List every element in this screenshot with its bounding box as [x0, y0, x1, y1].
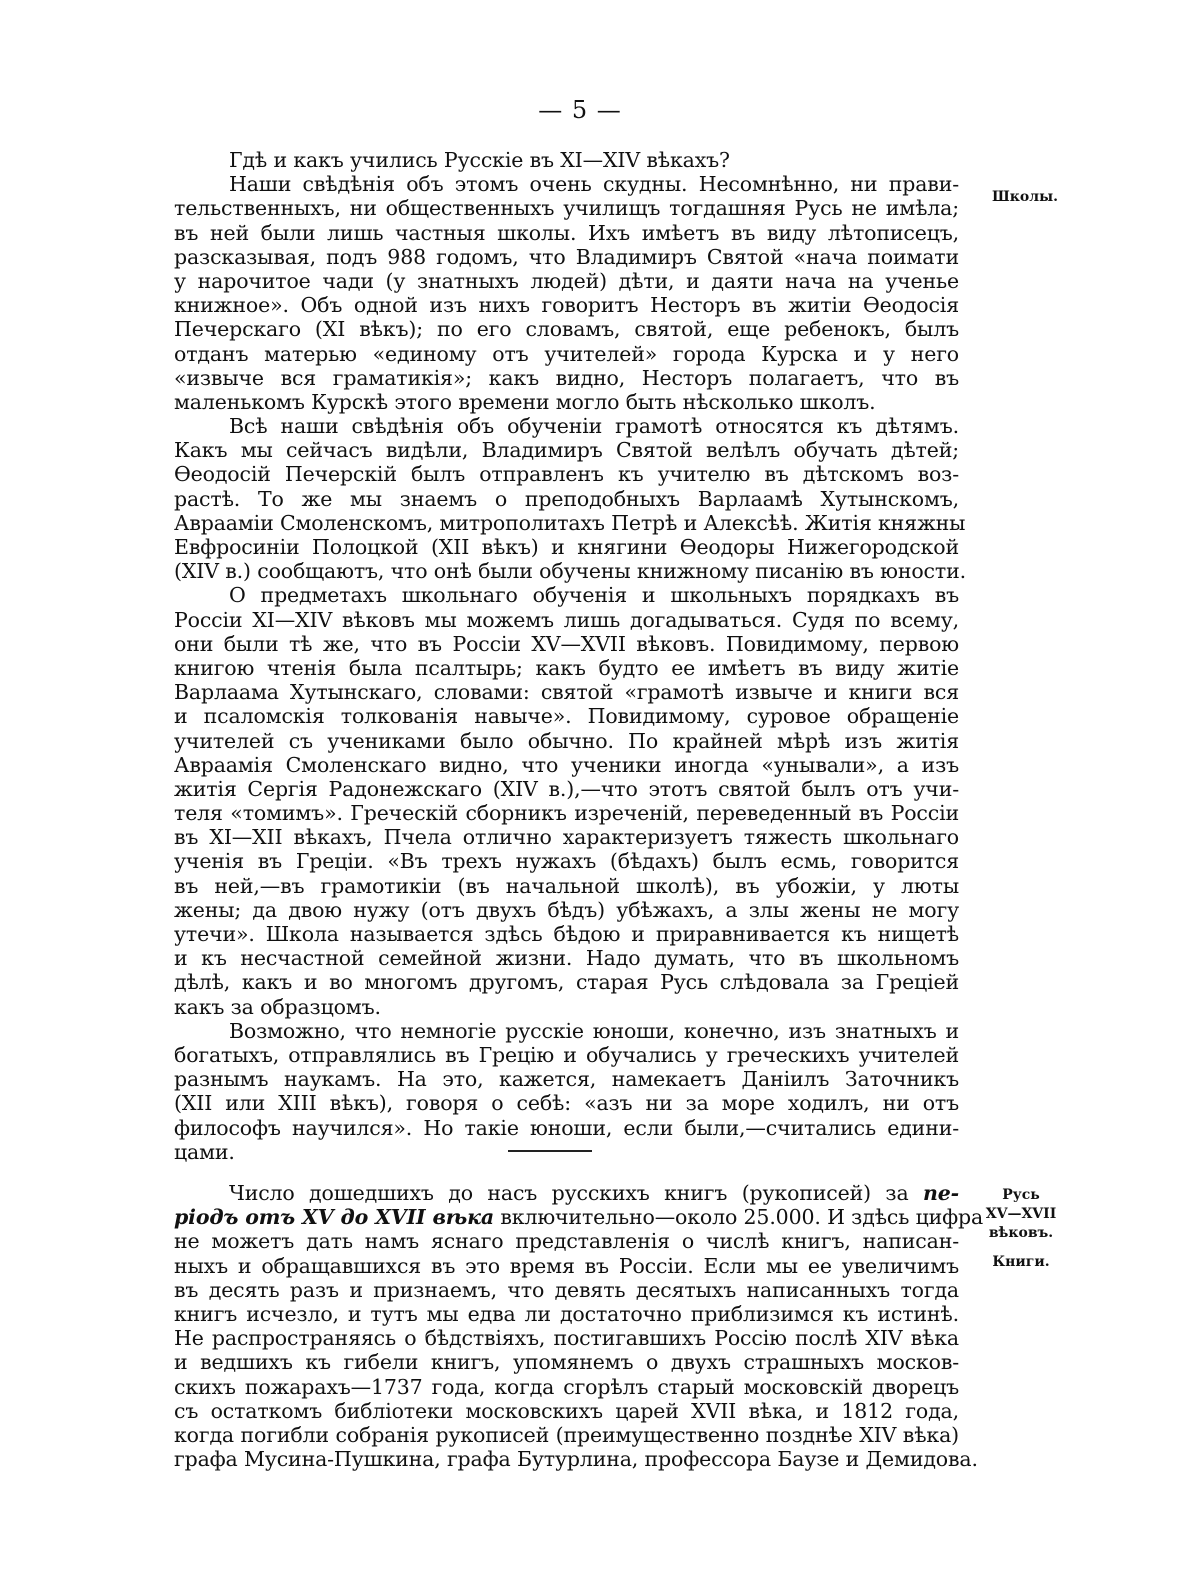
- text-line: [174, 1205, 984, 1230]
- text-line: и къ несчастной семейной жизни. Надо думать, что въ школьномъ: [174, 946, 959, 971]
- text-line: О предметахъ школьнаго обученія и школьныхъ порядкахъ въ: [229, 583, 959, 608]
- text-line: книгою чтенія была псалтырь; какъ будто ее имѣетъ въ виду житіе: [174, 655, 959, 680]
- text-line: у нарочитое чади (у знатныхъ людей) дѣти, и даяти нача на ученье: [174, 268, 959, 293]
- text-line: разсказывая, подъ 988 годомъ, что Владимиръ Святой «нача поимати: [174, 244, 959, 269]
- text-line: Авраамiи Смоленскомъ, митрополитахъ Петрѣ и Алексѣѣ. Житія княжны: [174, 510, 966, 535]
- text-line: разнымъ наукамъ. На это, кажется, намекаетъ Даніилъ Заточникъ: [174, 1067, 959, 1092]
- margin-note-rus: Русь: [1002, 1187, 1040, 1203]
- text-line: Печерскаго (XI вѣкъ); по его словамъ, святой, еще ребенокъ, былъ: [174, 317, 959, 342]
- text-line: въ XI—XII вѣкахъ, Пчела отлично характеризуетъ тяжесть школьнаго: [174, 825, 959, 850]
- text-line: житія Сергія Радонежскаго (XIV в.),—что этотъ святой былъ отъ учи-: [174, 776, 959, 801]
- text-line: дѣлѣ, какъ и во многомъ другомъ, старая Русь слѣдовала за Греціей: [174, 970, 959, 995]
- text-line: и псаломскія толкованія навыче». Повидимому, суровое обращеніе: [174, 704, 959, 729]
- text-line: графа Мусина-Пушкина, графа Бутурлина, профессора Баузе и Демидова.: [174, 1447, 978, 1472]
- text-line: цами.: [174, 1139, 235, 1164]
- text-line: Евфросиніи Полоцкой (XII вѣкъ) и княгини Ѳеодоры Нижегородской: [174, 535, 959, 559]
- margin-note-centuries: вѣковъ.: [988, 1225, 1054, 1241]
- text-line: «извыче вся граматикія»; какъ видно, Несторъ полагаетъ, что въ: [174, 365, 959, 390]
- italic-span: пе-: [922, 1181, 959, 1205]
- text-line: Ѳеодосій Печерскій былъ отправленъ къ учителю въ дѣтскомъ воз-: [174, 462, 959, 487]
- text-line: скихъ пожарахъ—1737 года, когда сгорѣлъ старый московскій дворецъ: [174, 1374, 959, 1399]
- text-span: включительно—около 25.000. И здѣсь цифра: [494, 1205, 984, 1230]
- text-line: теля «томимъ». Греческій сборникъ изреченій, переведенный въ Россіи: [174, 801, 959, 826]
- text-line: Какъ мы сейчасъ видѣли, Владимиръ Святой велѣлъ обучать дѣтей;: [174, 438, 959, 463]
- text-line: маленькомъ Курскѣ этого времени могло быть нѣсколько школъ.: [174, 389, 876, 414]
- text-line: тельственныхъ, ни общественныхъ училищъ тогдашняя Русь не имѣла;: [174, 196, 959, 221]
- text-line: они были тѣ же, что въ Россіи XV—XVII вѣковъ. Повидимому, первою: [174, 631, 959, 656]
- text-line: и ведшихъ къ гибели книгъ, упомянемъ о двухъ страшныхъ москов-: [174, 1350, 959, 1375]
- text-line: ученія въ Греціи. «Въ трехъ нужахъ (бѣдахъ) былъ есмь, говорится: [174, 849, 959, 874]
- margin-note-schools: Школы.: [992, 189, 1058, 205]
- text-line: отданъ матерью «единому отъ учителей» города Курска и у него: [174, 341, 959, 366]
- text-line: растѣ. То же мы знаемъ о преподобныхъ Варлаамѣ Хутынскомъ,: [174, 486, 959, 511]
- text-line: Не распространяясь о бѣдствіяхъ, постигавшихъ Россію послѣ XIV вѣка: [174, 1326, 959, 1351]
- text-line: Авраамія Смоленскаго видно, что ученики иногда «унывали», а изъ: [174, 752, 959, 777]
- text-line: жены; да двою нужу (отъ двухъ бѣдъ) убѣжахъ, а злы жены не могу: [174, 897, 959, 922]
- section-divider: [508, 1150, 592, 1152]
- text-line: богатыхъ, отправлялись въ Грецію и обучались у греческихъ учителей: [174, 1042, 959, 1067]
- text-line: ныхъ и обращавшихся въ это время въ Россіи. Если мы ее увеличимъ: [174, 1253, 959, 1278]
- text-line: съ остаткомъ библіотеки московскихъ царей XVII вѣка, и 1812 года,: [174, 1398, 959, 1423]
- text-line: книжное». Объ одной изъ нихъ говоритъ Несторъ въ житіи Ѳеодосія: [174, 293, 959, 318]
- text-line: Всѣ наши свѣдѣнія объ обученіи грамотѣ относятся къ дѣтямъ.: [229, 414, 959, 439]
- margin-note-period: XV—XVII: [985, 1206, 1057, 1222]
- text-line: въ десять разъ и признаемъ, что девять десятыхъ написанныхъ тогда: [174, 1277, 959, 1302]
- text-line: философъ научился». Но такіе юноши, если были,—считались едини-: [174, 1115, 959, 1140]
- text-line: Наши свѣдѣнія объ этомъ очень скудны. Несомнѣнно, ни прави-: [229, 172, 959, 197]
- section-schools-text: [174, 148, 966, 1164]
- margin-note-books: Книги.: [992, 1254, 1050, 1270]
- text-line: не можетъ дать намъ яснаго представленія о числѣ книгъ, написан-: [174, 1229, 959, 1254]
- text-line: (XIV в.) сообщаютъ, что онѣ были обучены книжному писанію въ юности.: [174, 559, 966, 584]
- text-span: Число дошедшихъ до насъ русскихъ книгъ (рукописей) за: [229, 1181, 923, 1205]
- text-line: Гдѣ и какъ учились Русскіе въ XI—XIV вѣкахъ?: [229, 148, 730, 172]
- text-line: книгъ исчезло, и тутъ мы едва ли достаточно приблизимся къ истинѣ.: [174, 1301, 959, 1326]
- text-line: учителей съ учениками было обычно. По крайней мѣрѣ изъ житія: [174, 728, 959, 753]
- text-line: въ ней,—въ грамотикіи (въ начальной школѣ), въ убожіи, у люты: [174, 873, 959, 898]
- text-line: Варлаама Хутынскаго, словами: святой «грамотѣ извыче и книги вся: [174, 680, 959, 705]
- section-books-text: [174, 1181, 984, 1472]
- text-line: [174, 1181, 959, 1205]
- text-line: когда погибли собранія рукописей (преимущественно позднѣе XIV вѣка): [174, 1422, 959, 1447]
- page-number: — 5 —: [538, 96, 622, 124]
- text-line: Россіи XI—XIV вѣковъ мы можемъ лишь догадываться. Судя по всему,: [174, 607, 959, 632]
- text-line: въ ней были лишь частныя школы. Ихъ имѣетъ въ виду лѣтописецъ,: [174, 220, 959, 245]
- italic-span: ріодъ отъ XV до XVII вѣка: [174, 1205, 495, 1230]
- text-line: утечи». Школа называется здѣсь бѣдою и приравнивается къ нищетѣ: [174, 922, 959, 946]
- text-line: (XII или XIII вѣкъ), говоря о себѣ: «азъ ни за море ходилъ, ни отъ: [174, 1091, 959, 1116]
- text-line: Возможно, что немногіе русскіе юноши, конечно, изъ знатныхъ и: [229, 1018, 959, 1043]
- text-line: какъ за образцомъ.: [174, 994, 381, 1019]
